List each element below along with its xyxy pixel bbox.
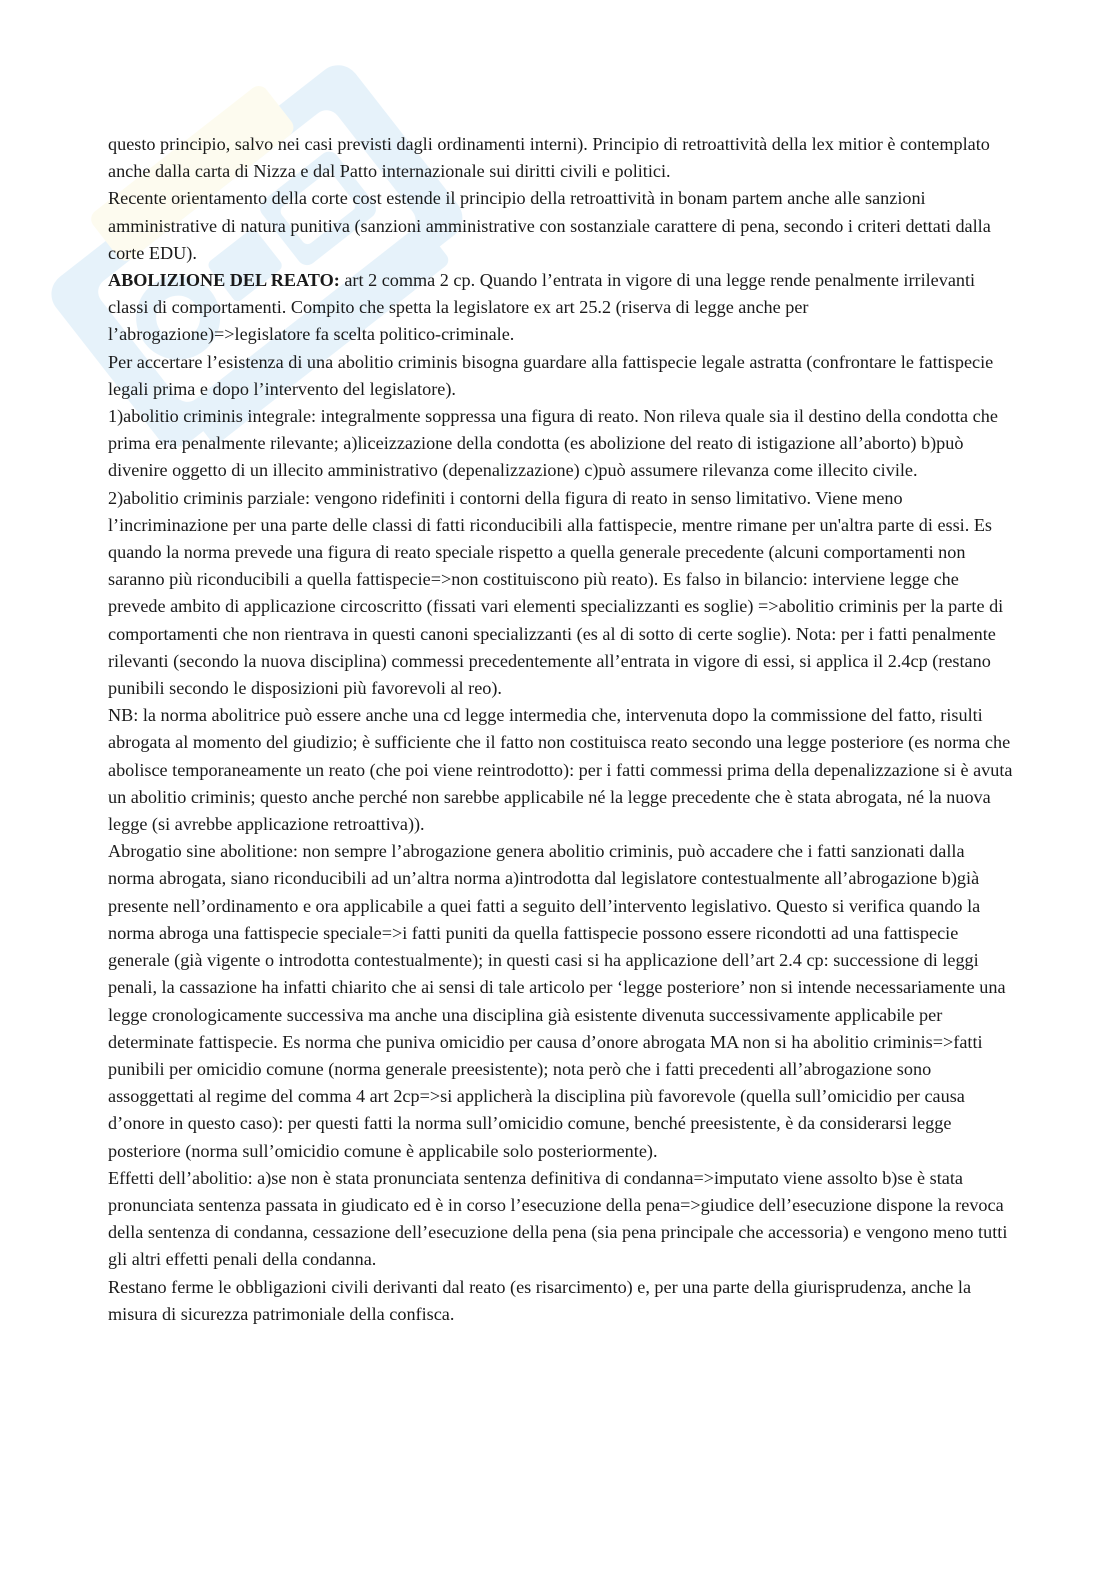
paragraph-9: Effetti dell’abolitio: a)se non è stata pronunciata sentenza definitiva di condanna=>imputato viene assolto b)se è stata pronunciata sentenza passata in giudicato ed è in corso l’esecuzione della pena=>giudice dell’esecuzione dispone la revoca della sentenza di condanna, cessazione dell’esecuzione della pena (sia pena principale che accessoria) e vengono meno tutti gli altri effetti penali della condanna.: [108, 1167, 1008, 1270]
paragraph-2: Recente orientamento della corte cost estende il principio della retroattività in bonam partem anche alle sanzioni amministrative di natura punitiva (sanzioni amministrative con sostanziale carattere di pena, secondo i criteri dettati dalla corte EDU).: [108, 188, 991, 263]
paragraph-3: [108, 267, 1013, 349]
paragraph-5: 1)abolitio criminis integrale: integralmente soppressa una figura di reato. Non rileva quale sia il destino della condotta che prima era penalmente rilevante; a)liceizzazione della condotta (es abolizione del reato di istigazione all’aborto) b)può divenire oggetto di un illecito amministrativo (depenalizzazione) c)può assumere rilevanza come illecito civile.: [108, 406, 998, 481]
paragraph-3-text: art 2 comma 2 cp. Quando l’entrata in vigore di una legge rende penalmente irrilevanti classi di comportamenti. Compito che spetta la legislatore ex art 25.2 (riserva di legge anche per l’abrogazione)=>legislatore fa scelta politico-criminale.: [108, 270, 976, 345]
paragraph-7: NB: la norma abolitrice può essere anche una cd legge intermedia che, intervenuta dopo la commissione del fatto, risulti abrogata al momento del giudizio; è sufficiente che il fatto non costituisca reato secondo una legge posteriore (es norma che abolisce temporaneamente un reato (che poi viene reintrodotto): per i fatti commessi prima della depenalizzazione si è avuta un abolitio criminis; questo anche perché non sarebbe applicabile né la legge precedente che è stata abrogata, né la nuova legge (si avrebbe applicazione retroattiva)).: [108, 705, 1013, 835]
section-heading-abolizione: ABOLIZIONE DEL REATO:: [108, 270, 340, 291]
document-body: [108, 131, 1013, 1328]
paragraph-6: 2)abolitio criminis parziale: vengono ridefiniti i contorni della figura di reato in senso limitativo. Viene meno l’incriminazione per una parte delle classi di fatti riconducibili alla fattispecie, mentre rimane per un'altra parte di essi. Es quando la norma prevede una figura di reato speciale rispetto a quella generale precedente (alcuni comportamenti non saranno più riconducibili a quella fattispecie=>non costituiscono più reato). Es falso in bilancio: interviene legge che prevede ambito di applicazione circoscritto (fissati vari elementi specializzanti es soglie) =>abolitio criminis per la parte di comportamenti che non rientrava in questi canoni specializzanti (es al di sotto di certe soglie). Nota: per i fatti penalmente rilevanti (secondo la nuova disciplina) commessi precedentemente all’entrata in vigore di essi, si applica il 2.4cp (restano punibili secondo le disposizioni più favorevoli al reo).: [108, 487, 1004, 699]
paragraph-8: Abrogatio sine abolitione: non sempre l’abrogazione genera abolitio criminis, può accadere che i fatti sanzionati dalla norma abrogata, siano riconducibili ad un’altra norma a)introdotta dal legislatore contestualmente all’abrogazione b)già presente nell’ordinamento e ora applicabile a quei fatti a seguito dell’intervento legislativo. Questo si verifica quando la norma abroga una fattispecie speciale=>i fatti puniti da quella fattispecie possono essere ricondotti ad una fattispecie generale (già vigente o introdotta contestualmente); in questi casi si ha applicazione dell’art 2.4 cp: successione di leggi penali, la cassazione ha infatti chiarito che ai sensi di tale articolo per ‘legge posteriore’ non si intende necessariamente una legge cronologicamente successiva ma anche una disciplina già esistente divenuta successivamente applicabile per determinate fattispecie. Es norma che puniva omicidio per causa d’onore abrogata MA non si ha abolitio criminis=>fatti punibili per omicidio comune (norma generale preesistente); nota però che i fatti precedenti all’abrogazione sono assoggettati al regime del comma 4 art 2cp=>si applicherà la disciplina più favorevole (quella sull’omicidio per causa d’onore in questo caso): per questi fatti la norma sull’omicidio comune, benché preesistente, è da considerarsi legge posteriore (norma sull’omicidio comune è applicabile solo posteriormente).: [108, 841, 1006, 1161]
paragraph-4: Per accertare l’esistenza di una abolitio criminis bisogna guardare alla fattispecie legale astratta (confrontare le fattispecie legali prima e dopo l’intervento del legislatore).: [108, 351, 994, 399]
paragraph-10: Restano ferme le obbligazioni civili derivanti dal reato (es risarcimento) e, per una parte della giurisprudenza, anche la misura di sicurezza patrimoniale della confisca.: [108, 1276, 972, 1324]
paragraph-1: questo principio, salvo nei casi previsti dagli ordinamenti interni). Principio di retroattività della lex mitior è contemplato anche dalla carta di Nizza e dal Patto internazionale sui diritti civili e politici.: [108, 134, 990, 182]
